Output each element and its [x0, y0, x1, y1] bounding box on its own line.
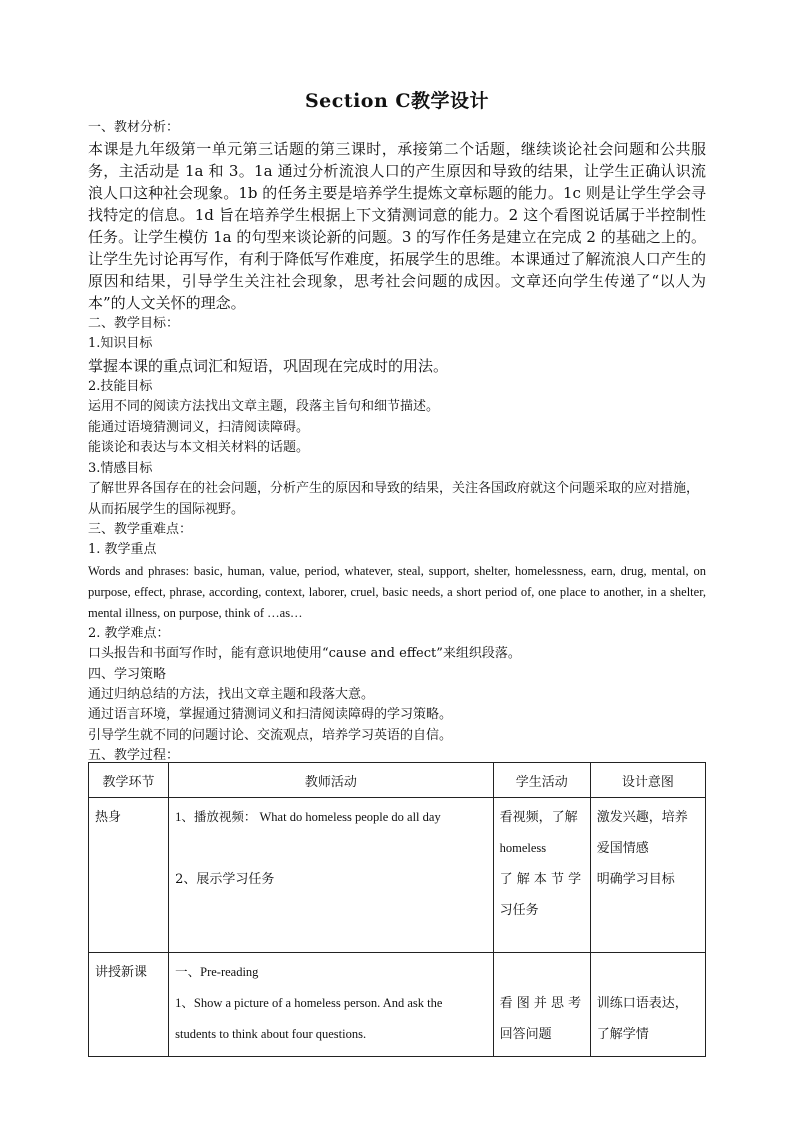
knowledge-goal-text: 掌握本课的重点词汇和短语，巩固现在完成时的用法。: [88, 356, 449, 375]
row1-purpose: 激发兴趣，培养 爱国情感 明确学习目标: [590, 798, 705, 953]
header-purpose: 设计意图: [590, 763, 705, 798]
skill-goal-1: 运用不同的阅读方法找出文章主题，段落主旨句和细节描述。: [88, 399, 440, 414]
section5-heading: 五、教学过程：: [88, 748, 180, 763]
header-student: 学生活动: [493, 763, 590, 798]
section1-paragraph: 本课是九年级第一单元第三话题的第三课时，承接第二个话题，继续谈论社会问题和公共服务，主活动是 1a 和 3。1a 通过分析流浪人口的产生原因和导致的结果，让学生正确认识流浪人口这种社会现象。1b 的任务主要是培养学生提炼文章标题的能力。1c 则是让学生学会寻找特定的信息。1d 旨在培养学生根据上下文猜测词意的能力。2 这个看图说话属于半控制性任务。让学生模仿 1a 的句型来谈论新的问题。3 的写作任务是建立在完成 2 的基础之上的。让学生先讨论再写作，有利于降低写作难度，拓展学生的思维。本课通过了解流浪人口产生的原因和结果，引导学生关注社会现象，思考社会问题的成因。文章还向学生传递了“以人为本”的人文关怀的理念。: [88, 140, 706, 312]
strategy-2: 通过语言环境，掌握通过猜测词义和扫清阅读障碍的学习策略。: [88, 707, 453, 722]
teaching-process-table: [88, 762, 706, 1057]
row2-purpose: 训练口语表达， 了解学情: [590, 953, 705, 1057]
skill-goal-title: 2.技能目标: [88, 378, 153, 394]
skill-goal-2: 能通过语境猜测词义，扫清阅读障碍。: [88, 419, 310, 435]
row1-student: 看视频，了解 homeless 了 解 本 节 学 习任务: [493, 798, 590, 953]
table-row: [89, 953, 706, 1057]
emotion-goal-text: 了解世界各国存在的社会问题，分析产生的原因和导致的结果，关注各国政府就这个问题采取的应对措施， 从而拓展学生的国际视野。: [88, 481, 700, 517]
row2-student: 看 图 并 思 考 回答问题: [493, 953, 590, 1057]
key-points-title: 1. 教学重点: [88, 542, 157, 557]
knowledge-goal-title: 1.知识目标: [88, 336, 153, 351]
section2-heading: 二、教学目标：: [88, 316, 180, 331]
header-stage: 教学环节: [89, 763, 169, 798]
row1-teacher: 1、播放视频： What do homeless people do all day 2、展示学习任务: [169, 798, 494, 953]
skill-goal-3: 能谈论和表达与本文相关材料的话题。: [88, 440, 310, 455]
row2-stage: 讲授新课: [89, 953, 169, 1057]
section1-heading: 一、教材分析：: [88, 120, 180, 135]
table-row: [89, 798, 706, 953]
row1-stage: 热身: [89, 798, 169, 953]
document-body: [88, 118, 706, 766]
emotion-goal-title: 3.情感目标: [88, 460, 153, 476]
row2-teacher: 一、Pre-reading 1、Show a picture of a homeless person. And ask the students to think about four questions.: [169, 953, 494, 1057]
header-teacher: 教师活动: [169, 763, 494, 798]
section4-heading: 四、学习策略: [88, 666, 167, 682]
difficulty-title: 2. 教学难点：: [88, 625, 170, 641]
table-header-row: [89, 763, 706, 798]
strategy-3: 引导学生就不同的问题讨论、交流观点，培养学习英语的自信。: [88, 727, 453, 743]
section3-heading: 三、教学重难点：: [88, 522, 193, 537]
document-title: Section C教学设计: [304, 90, 490, 112]
difficulty-text: 口头报告和书面写作时，能有意识地使用“cause and effect”来组织段落。: [88, 646, 521, 661]
key-points-text: Words and phrases: basic, human, value, period, whatever, steal, support, shelter, homelessness, earn, drug, mental, on purpose, effect, phrase, according, context, laborer, cruel, basic needs, a short period of, one place to another, in a shelter, mental illness, on purpose, think of …as…: [88, 563, 706, 620]
strategy-1: 通过归纳总结的方法，找出文章主题和段落大意。: [88, 686, 375, 702]
